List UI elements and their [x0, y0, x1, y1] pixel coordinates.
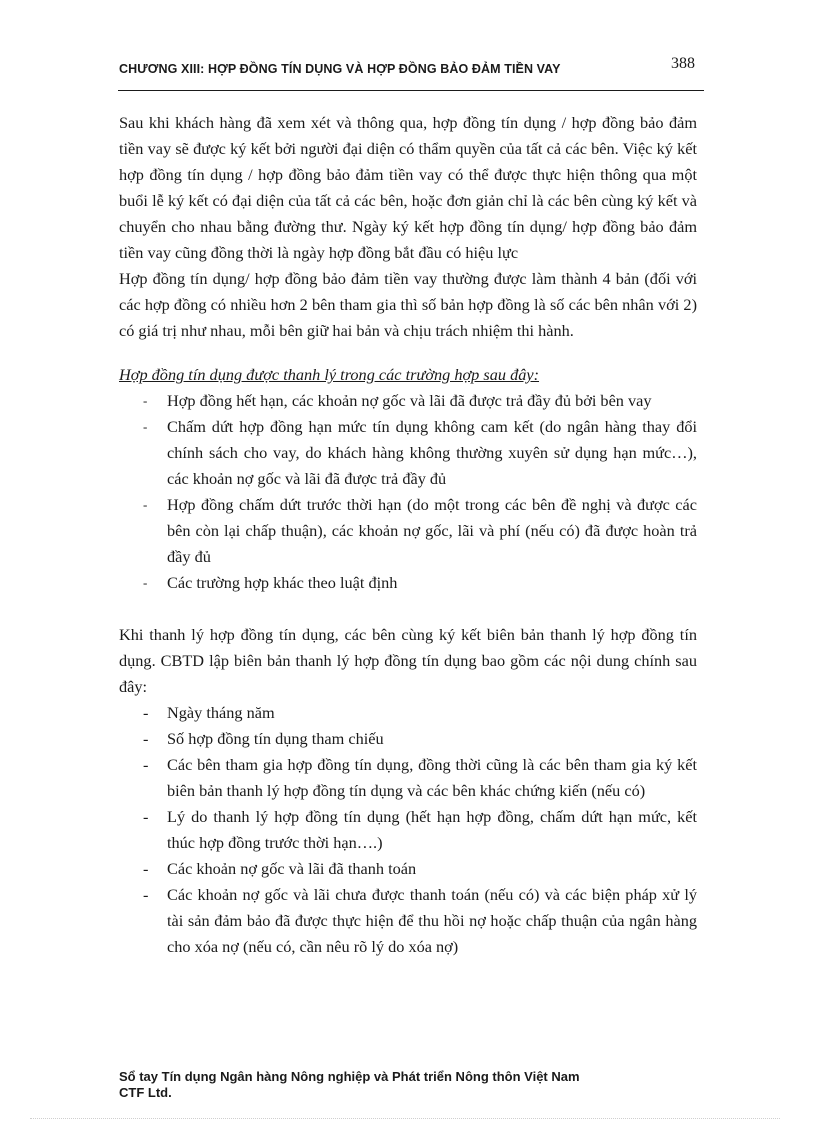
list-marker: - — [143, 703, 149, 722]
liquidation-heading: Hợp đồng tín dụng được thanh lý trong các trường hợp sau đây: — [119, 365, 540, 384]
list-item-text: Số hợp đồng tín dụng tham chiếu — [167, 729, 384, 748]
paragraph-liquidation-minutes: Khi thanh lý hợp đồng tín dụng, các bên cùng ký kết biên bản thanh lý hợp đồng tín dụng. CBTD lập biên bản thanh lý hợp đồng tín dụng bao gồm các nội dung chính sau đây: — [119, 625, 697, 696]
list-item-text: Các bên tham gia hợp đồng tín dụng, đồng thời cũng là các bên tham gia ký kết biên bản thanh lý hợp đồng tín dụng và các bên khác chứng kiến (nếu có) — [167, 755, 697, 800]
list-marker: - — [143, 885, 149, 904]
list-marker: - — [143, 497, 148, 512]
list-marker: - — [143, 419, 148, 434]
list-marker: - — [143, 729, 149, 748]
list-item — [119, 752, 697, 804]
list-item — [119, 570, 697, 596]
list-item-text: Ngày tháng năm — [167, 703, 275, 722]
chapter-title: CHƯƠNG XIII: HỢP ĐỒNG TÍN DỤNG VÀ HỢP ĐỒNG BẢO ĐẢM TIỀN VAY — [119, 62, 561, 76]
list-marker: - — [143, 755, 149, 774]
list-item-text: Các khoản nợ gốc và lãi đã thanh toán — [167, 859, 417, 878]
list-item — [119, 726, 697, 752]
page-body — [119, 110, 697, 960]
list-item — [119, 388, 697, 414]
footer-divider — [30, 1118, 780, 1119]
header-divider — [118, 90, 704, 91]
footer-book-title: Sổ tay Tín dụng Ngân hàng Nông nghiệp và Phát triển Nông thôn Việt Nam — [119, 1069, 580, 1084]
footer-publisher: CTF Ltd. — [119, 1085, 172, 1100]
list-item-text: Hợp đồng hết hạn, các khoản nợ gốc và lãi đã được trả đầy đủ bởi bên vay — [167, 391, 652, 410]
list-item — [119, 700, 697, 726]
list-item-text: Hợp đồng chấm dứt trước thời hạn (do một trong các bên đề nghị và được các bên còn lại chấp thuận), các khoản nợ gốc, lãi và phí (nếu có) đã được hoàn trả đầy đủ — [167, 495, 697, 566]
list-item — [119, 492, 697, 570]
list-marker: - — [143, 575, 148, 590]
page-footer — [119, 1069, 580, 1101]
list-item — [119, 882, 697, 960]
paragraph-signing: Sau khi khách hàng đã xem xét và thông qua, hợp đồng tín dụng / hợp đồng bảo đảm tiền vay sẽ được ký kết bởi người đại diện có thẩm quyền của tất cả các bên. Việc ký kết hợp đồng tín dụng / hợp đồng bảo đảm tiền vay có thể được thực hiện thông qua một buổi lễ ký kết có đại diện của tất cả các bên, hoặc đơn giản chỉ là các bên cùng ký kết và chuyển cho nhau bằng đường thư. Ngày ký kết hợp đồng tín dụng/ hợp đồng bảo đảm tiền vay cũng đồng thời là ngày hợp đồng bắt đầu có hiệu lực — [119, 113, 697, 262]
list-marker: - — [143, 807, 149, 826]
list-item-text: Lý do thanh lý hợp đồng tín dụng (hết hạn hợp đồng, chấm dứt hạn mức, kết thúc hợp đồng trước thời hạn….) — [167, 807, 697, 852]
list-item-text: Chấm dứt hợp đồng hạn mức tín dụng không cam kết (do ngân hàng thay đổi chính sách cho vay, do khách hàng không thường xuyên sử dụng hạn mức…), các khoản nợ gốc và lãi đã được trả đầy đủ — [167, 417, 697, 488]
list-item — [119, 804, 697, 856]
list-item-text: Các khoản nợ gốc và lãi chưa được thanh toán (nếu có) và các biện pháp xử lý tài sản đảm bảo đã được thực hiện để thu hồi nợ hoặc chấp thuận của ngân hàng cho xóa nợ (nếu có, cần nêu rõ lý do xóa nợ) — [167, 885, 697, 956]
list-marker: - — [143, 393, 148, 408]
list-item-text: Các trường hợp khác theo luật định — [167, 573, 398, 592]
paragraph-copies: Hợp đồng tín dụng/ hợp đồng bảo đảm tiền vay thường được làm thành 4 bản (đối với các hợp đồng có nhiều hơn 2 bên tham gia thì số bản hợp đồng là số các bên nhân với 2) có giá trị như nhau, mỗi bên giữ hai bản và chịu trách nhiệm thi hành. — [119, 269, 697, 340]
list-item — [119, 414, 697, 492]
minutes-contents-list — [119, 700, 697, 960]
page-number: 388 — [671, 55, 695, 72]
list-item — [119, 856, 697, 882]
list-marker: - — [143, 859, 149, 878]
liquidation-cases-list — [119, 388, 697, 596]
